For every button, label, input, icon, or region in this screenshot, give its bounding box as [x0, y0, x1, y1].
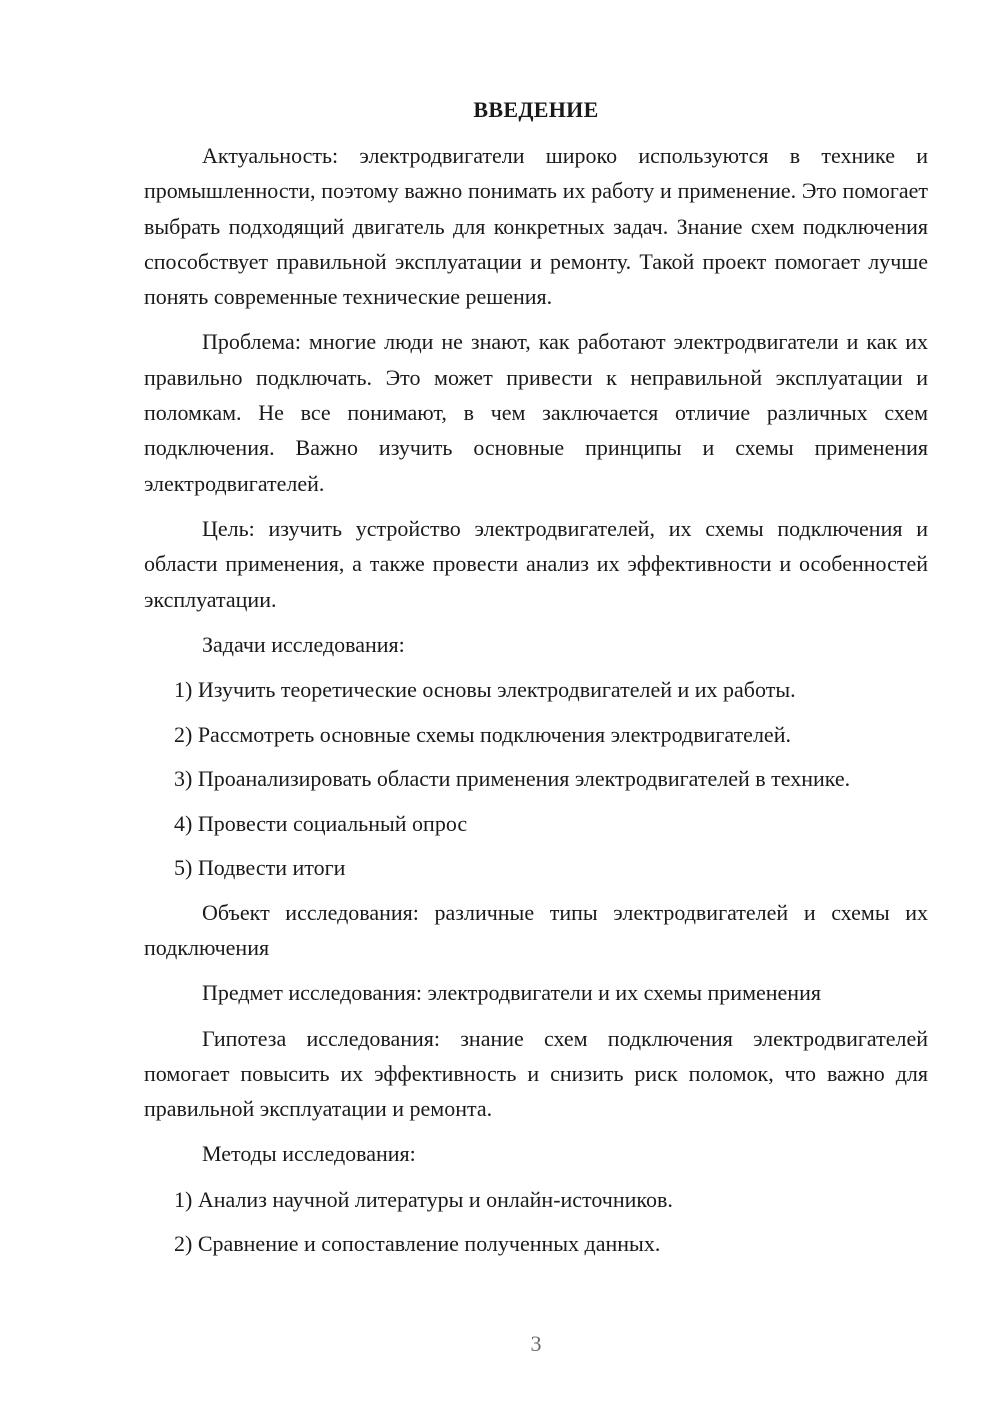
subject-paragraph: Предмет исследования: электродвигатели и их схемы применения: [202, 980, 821, 1006]
method-item-1: 1) Анализ научной литературы и онлайн-источников.: [174, 1186, 673, 1212]
problem-paragraph: Проблема: многие люди не знают, как работают электродвигатели и как их правильно подключать. Это может привести к неправильной эксплуатации и поломкам. Не все понимают, в чем заключается отличие различных схем подключения. Важно изучить основные принципы и схемы применения электродвигателей.: [144, 329, 928, 496]
task-item-5: 5) Подвести итоги: [174, 855, 346, 881]
tasks-heading: Задачи исследования:: [202, 631, 405, 657]
page-number: 3: [530, 1331, 542, 1356]
task-item-3: 3) Проанализировать области применения электродвигателей в технике.: [174, 766, 851, 792]
task-item-1: 1) Изучить теоретические основы электродвигателей и их работы.: [174, 677, 796, 703]
goal-paragraph: Цель: изучить устройство электродвигателей, их схемы подключения и области применения, а также провести анализ их эффективности и особенностей эксплуатации.: [144, 515, 928, 612]
document-page: [144, 92, 928, 1271]
method-item-2: 2) Сравнение и сопоставление полученных данных.: [174, 1231, 661, 1257]
object-paragraph: Объект исследования: различные типы электродвигателей и схемы их подключения: [144, 899, 928, 960]
relevance-paragraph: Актуальность: электродвигатели широко используются в технике и промышленности, поэтому важно понимать их работу и применение. Это помогает выбрать подходящий двигатель для конкретных задач. Знание схем подключения способствует правильной эксплуатации и ремонту. Такой проект помогает лучше понять современные технические решения.: [144, 143, 928, 310]
hypothesis-paragraph: Гипотеза исследования: знание схем подключения электродвигателей помогает повысить их эффективность и снизить риск поломок, что важно для правильной эксплуатации и ремонта.: [144, 1025, 928, 1122]
section-title: ВВЕДЕНИЕ: [473, 97, 599, 122]
methods-heading: Методы исследования:: [202, 1141, 416, 1167]
task-item-2: 2) Рассмотреть основные схемы подключения электродвигателей.: [174, 721, 791, 747]
task-item-4: 4) Провести социальный опрос: [174, 810, 468, 836]
